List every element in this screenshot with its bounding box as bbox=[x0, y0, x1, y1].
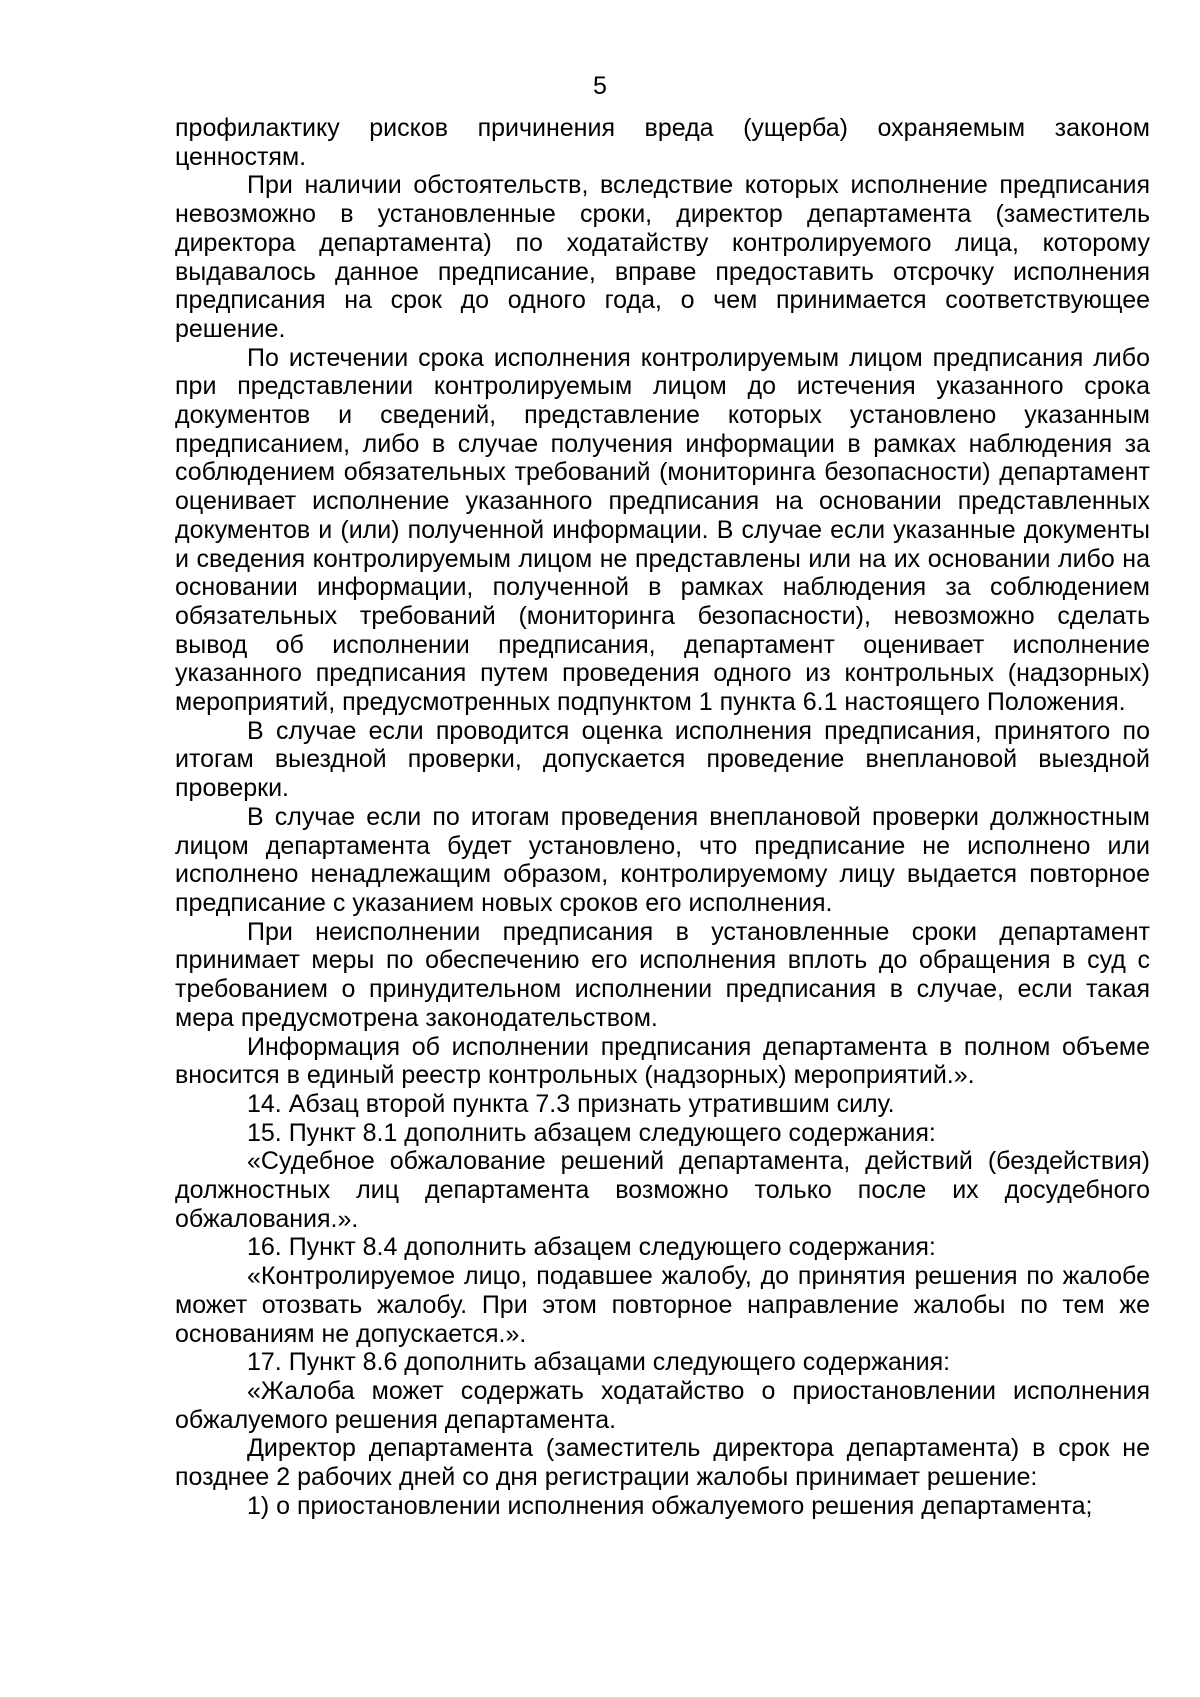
quote-suspension-petition: «Жалоба может содержать ходатайство о приостановлении исполнения обжалуемого решения департамента. bbox=[175, 1376, 1150, 1434]
page-number: 5 bbox=[593, 72, 607, 100]
item-16: 16. Пункт 8.4 дополнить абзацем следующего содержания: bbox=[247, 1233, 936, 1262]
paragraph-assessment: По истечении срока исполнения контролируемым лицом предписания либо при представлении контролируемым лицом до истечения указанного срока документов и сведений, представление которых установлено указанным предписанием, либо в случае получения информации в рамках наблюдения за соблюдением обязательных требований (мониторинга безопасности) департамент оценивает исполнение указанного предписания на основании представленных документов и (или) полученной информации. В случае если указанные документы и сведения контролируемым лицом не представлены или на их основании либо на основании информации, полученной в рамках наблюдения за соблюдением обязательных требований (мониторинга безопасности), невозможно сделать вывод об исполнении предписания, департамент оценивает исполнение указанного предписания путем проведения одного из контрольных (надзорных) мероприятий, предусмотренных подпунктом 1 пункта 6.1 настоящего Положения. bbox=[175, 343, 1150, 717]
quote-complaint-withdrawal: «Контролируемое лицо, подавшее жалобу, до принятия решения по жалобе может отозвать жалобу. При этом повторное направление жалобы по тем же основаниям не допускается.». bbox=[175, 1262, 1150, 1348]
quote-judicial-appeal: «Судебное обжалование решений департамента, действий (бездействия) должностных лиц департамента возможно только после их досудебного обжалования.». bbox=[175, 1147, 1150, 1233]
document-body bbox=[175, 114, 1150, 1520]
paragraph-director-decision: Директор департамента (заместитель директора департамента) в срок не позднее 2 рабочих дней со дня регистрации жалобы принимает решение: bbox=[175, 1434, 1150, 1492]
item-17: 17. Пункт 8.6 дополнить абзацами следующего содержания: bbox=[247, 1348, 951, 1377]
paragraph-registry: Информация об исполнении предписания департамента в полном объеме вносится в единый реестр контрольных (надзорных) мероприятий.». bbox=[175, 1032, 1150, 1090]
paragraph-non-execution: При неисполнении предписания в установленные сроки департамент принимает меры по обеспечению его исполнения вплоть до обращения в суд с требованием о принудительном исполнении предписания в случае, если такая мера предусмотрена законодательством. bbox=[175, 917, 1150, 1032]
item-14: 14. Абзац второй пункта 7.3 признать утратившим силу. bbox=[247, 1089, 895, 1118]
paragraph-continuation: профилактику рисков причинения вреда (ущерба) охраняемым законом ценностям. bbox=[175, 114, 1150, 171]
paragraph-field-inspection: В случае если проводится оценка исполнения предписания, принятого по итогам выездной проверки, допускается проведение внеплановой выездной проверки. bbox=[175, 716, 1150, 803]
list-item-1: 1) о приостановлении исполнения обжалуемого решения департамента; bbox=[247, 1491, 1093, 1520]
paragraph-deferral: При наличии обстоятельств, вследствие которых исполнение предписания невозможно в установленные сроки, директор департамента (заместитель директора департамента) по ходатайству контролируемого лица, которому выдавалось данное предписание, вправе предоставить отсрочку исполнения предписания на срок до одного года, о чем принимается соответствующее решение. bbox=[175, 171, 1150, 343]
paragraph-repeat-order: В случае если по итогам проведения внеплановой проверки должностным лицом департамента будет установлено, что предписание не исполнено или исполнено ненадлежащим образом, контролируемому лицу выдается повторное предписание с указанием новых сроков его исполнения. bbox=[175, 802, 1150, 917]
item-15: 15. Пункт 8.1 дополнить абзацем следующего содержания: bbox=[247, 1118, 936, 1147]
